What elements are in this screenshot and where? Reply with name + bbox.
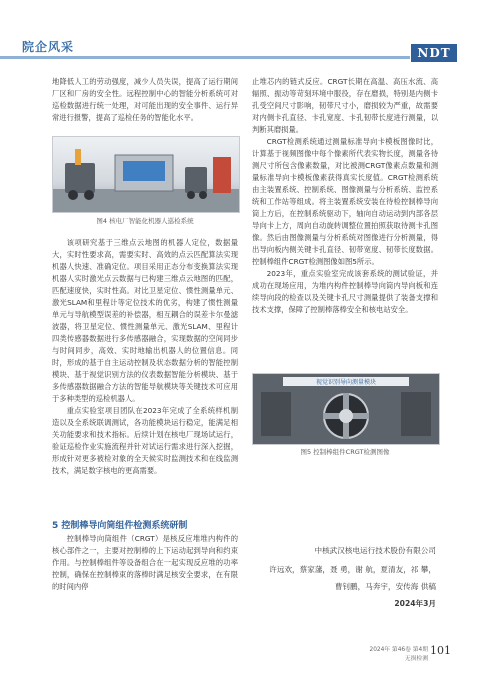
figure-5-caption: 图5 控制棒组件CRGT检测图像 <box>300 448 390 456</box>
paragraph: 地降低人工的劳动强度，减少人员失误，提高了运行期间厂区和厂房的安全性。远程控制中心的智能分析系统可对巡检数据进行统一处理，对可能出现的安全事件、运行异常进行报警，提高了巡检任务的智能化水平。 <box>52 77 238 122</box>
journal-issue: 2024年 第46卷 第4期 <box>369 647 428 653</box>
figure-5-overlay-label: 视觉识别导向测量模块 <box>315 379 377 386</box>
contributor-authors-line-1: 许远欢，蔡家藩，聂 勇，谢 航，夏清友，祁 攀， <box>269 565 436 574</box>
journal-name: 无损检测 <box>404 656 428 662</box>
figure-5-image <box>252 373 440 445</box>
left-column-bottom <box>52 533 238 593</box>
journal-logo: NDT <box>411 44 457 62</box>
paragraph: 重点实验室项目团队在2023年完成了全系统样机制造以及全系统联调测试，各功能模块运行稳定，能满足相关功能要求和技术指标。后续计划在核电厂现场试运行，验证巡检作业实施流程并针对试运行需求进行深入挖掘，形成针对更多被检对象的全天候实时监测技术和在线监测技术，满足数字核电的更高需要。 <box>52 406 238 475</box>
crgt-detection-image <box>253 374 439 444</box>
paragraph: CRGT检测系统通过测量标准导向卡模板图像时比，计算基于视频图像中每个像素所代表实物长度，测量各待测尺寸所包含像素数量，对比被测CRGT像素点数量和测量标准导向卡模板像素获得真实长度值。CRGT检测系统由主装置系统、控制系统、图像测量与分析系统、监控系统和工作站等组成。将主装置系统安装在待检控制棒导向筒上方后，在控制系统驱动下，轴向自动运动到内部各层导向卡上方，周向自动旋转调整位置拍照获取待测卡孔图像。然后由图像测量与分析系统对图像进行分析测量，得出导向板内侧关键卡孔直径、韧带宽度、韧带长度数据。控制棒组件CRGT检测图像如图5所示。 <box>252 137 438 266</box>
figure-4-caption: 图4 核电厂智能化机器人巡检系统 <box>96 217 194 225</box>
paragraph: 2023年，重点实验室完成该套系统的测试验证，并成功在现场应用，为堆内构件控制棒导向筒内导向板和连续导向段的检查以及关键卡孔尺寸测量提供了装备支撑和技术支撑，保障了控制棒落棒安全和核电站安全。 <box>252 269 438 314</box>
page-number: 101 <box>430 644 451 657</box>
left-column-middle <box>52 237 238 477</box>
paragraph: 该项研究基于三维点云地图的机器人定位，数据量大，实时性要求高，需要实时、高效的点云匹配算法实现机器人快速、准确定位。项目采用正态分布变换算法实现机器人实时激光点云数据与已构建三维点云地图的匹配，匹配速度快，实时性高。对比卫星定位、惯性测量单元、激光SLAM和里程计等定位技术的优劣，构建了惯性测量单元与导航模型误差的补偿器，相互耦合的误差卡尔曼滤波器，将卫星定位、惯性测量单元、激光SLAM、里程计四类传感器数据进行多传感器融合，实现数据的空间同步与时间同步，高效、实时地输出机器人的位置信息。同时，形成的基于自主运动控制及状态数据分析的智能控制模块、基于视觉识别方法的仪表数据智能分析模块、基于多传感器数据融合方法的智能导航模块等关键技术可应用于多种类型的巡检机器人。 <box>52 238 238 403</box>
paragraph: 控制棒导向筒组件（CRGT）是核反应堆堆内构件的核心部件之一，主要对控制棒的上下运动起到导向和约束作用。与控制棒组件等设备组合在一起实现反应堆的功率控制，确保在控制棒束的落棒时满足核安全要求，在有限的时间内停 <box>52 534 238 591</box>
section-5-heading: 5 控制棒导向筒组件检测系统研制 <box>52 521 188 531</box>
contributor-authors-line-2: 曹钊鹏，马奔宇，安传海 供稿 <box>334 582 436 591</box>
paragraph: 止堆芯内的链式反应。CRGT长期在高温、高压水流、高辐照、振动等苛刻环境中服役，存在磨损，特别是内侧卡孔受空间尺寸影响，韧带尺寸小，磨损较为严重，故需要对内侧卡孔直径、卡孔宽度、卡孔韧带长度进行测量，以判断其磨损量。 <box>252 77 438 134</box>
section-header-title: 院企风采 <box>22 40 75 54</box>
left-column-top <box>52 76 238 124</box>
right-column <box>252 76 438 316</box>
contribution-date: 2024年3月 <box>394 599 436 608</box>
figure-4-image <box>52 136 240 213</box>
contributor-company: 中核武汉核电运行技术股份有限公司 <box>314 546 436 555</box>
robot-inspection-illustration <box>53 137 239 212</box>
header-rule <box>0 56 410 59</box>
